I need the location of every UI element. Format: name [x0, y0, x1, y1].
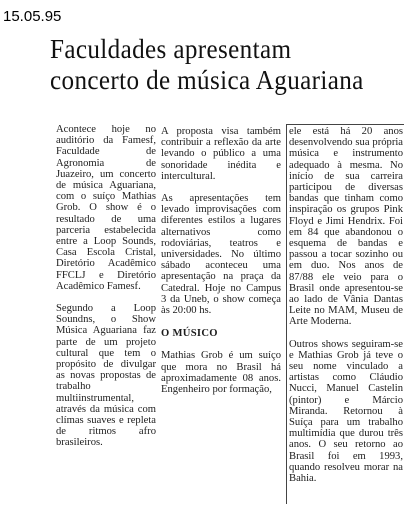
section-subheading: O MÚSICO — [161, 328, 218, 340]
headline-line-1: Faculdades apresentam — [50, 34, 292, 64]
paragraph: ele está há 20 anos desenvolvendo sua própria música e instrumento adequado à mesma. No início de sua carreira participou de diversas bandas que tinham como inspiração os grupos Pink Floyd e Jimi Hendrix. Foi em 84 que abandonou o esquema de bandas e passou a tocar sozinho ou em duo. Nos anos de 87/88 ele veio para o Brasil onde apresentou-se ao lado de Vânia Dantas Leite no MAM, Museu de Arte Moderna. — [289, 126, 403, 328]
article-column-1 — [56, 124, 156, 449]
paragraph: Outros shows seguiram-se e Mathias Grob já teve o seu nome vinculado a artistas como Cláudio Nucci, Manuel Castelin (pintor) e Márcio Miranda. Retornou à Suíça para um trabalho multimídia que durou três anos. O seu retorno ao Brasil foi em 1993, quando resolveu morar na Bahia. — [289, 338, 403, 485]
headline-line-2: concerto de música Aguariana — [50, 65, 364, 95]
article-column-3 — [289, 126, 403, 484]
column-divider — [286, 124, 287, 504]
paragraph: As apresentações tem levado improvisações com diferentes estilos a lugares alternativos como rodoviárias, teatros e universidades. No último sábado aconteceu uma apresentação na praça da Catedral. Hoje no Campus 3 da Uneb, o show começa às 20:00 hs. — [161, 193, 281, 317]
paragraph: Acontece hoje no auditório da Famesf, Faculdade de Agronomia de Juazeiro, um concerto de música Aguariana, com o suíço Mathias Grob. O show é o resultado de uma parceria estabelecida entre a Loop Sounds, Casa Escola Cristal, Diretório Acadêmico FFCLJ e Diretório Acadêmico Famesf. — [56, 124, 156, 292]
paragraph: Segundo a Loop Soundns, o Show Música Aguariana faz parte de um projeto cultural que tem o propósito de divulgar as novas propostas de trabalho multiinstrumental, através da música com clímas suaves e repleta de ritmos afro brasileiros. — [56, 303, 156, 449]
column-top-rule — [286, 124, 404, 125]
paragraph: A proposta visa também contribuir a reflexão da arte levando o público a uma sonoridade inédita e intercultural. — [161, 126, 281, 182]
paragraph: Mathias Grob é um suíço que mora no Brasil há aproximadamente 08 anos. Engenheiro por formação, — [161, 350, 281, 396]
article-column-2 — [161, 126, 281, 395]
article-headline — [50, 34, 385, 96]
clipping-date: 15.05.95 — [3, 8, 62, 25]
